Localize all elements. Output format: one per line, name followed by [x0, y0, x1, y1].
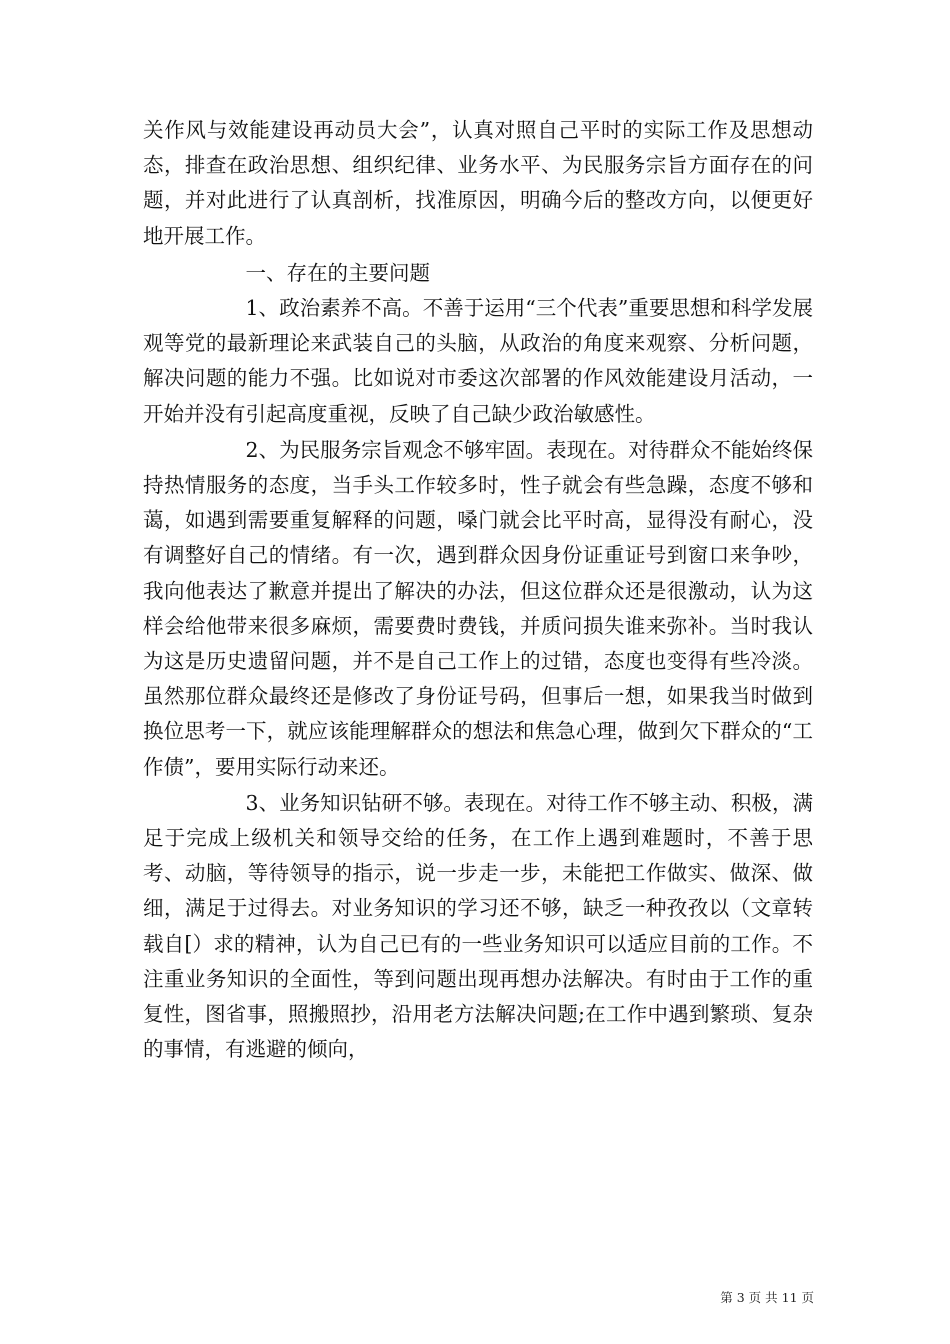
- paragraph-item-1: 1、政治素养不高。不善于运用“三个代表”重要思想和科学发展观等党的最新理论来武装自己的头脑，从政治的角度来观察、分析问题，解决问题的能力不强。比如说对市委这次部署的作风效能建设月活动，一开始并没有引起高度重视，反映了自己缺少政治敏感性。: [143, 296, 813, 426]
- section-heading: 一、存在的主要问题: [245, 260, 430, 285]
- paragraph-item-3: 3、业务知识钻研不够。表现在。对待工作不够主动、积极，满足于完成上级机关和领导交给的任务，在工作上遇到难题时，不善于思考、动脑，等待领导的指示，说一步走一步，未能把工作做实、做深、做细，满足于过得去。对业务知识的学习还不够，缺乏一种孜孜以（文章转载自[）求的精神，认为自己已有的一些业务知识可以适应目前的工作。不注重业务知识的全面性，等到问题出现再想办法解决。有时由于工作的重复性，图省事，照搬照抄，沿用老方法解决问题;在工作中遇到繁琐、复杂的事情，有逃避的倾向，: [143, 790, 813, 1062]
- document-body: [143, 113, 813, 1067]
- paragraph-item-2: 2、为民服务宗旨观念不够牢固。表现在。对待群众不能始终保持热情服务的态度，当手头工作较多时，性子就会有些急躁，态度不够和蔼，如遇到需要重复解释的问题，嗓门就会比平时高，显得没有耐心，没有调整好自己的情绪。有一次，遇到群众因身份证重证号到窗口来争吵，我向他表达了歉意并提出了解决的办法，但这位群众还是很激动，认为这样会给他带来很多麻烦，需要费时费钱，并质问损失谁来弥补。当时我认为这是历史遗留问题，并不是自己工作上的过错，态度也变得有些冷淡。虽然那位群众最终还是修改了身份证号码，但事后一想，如果我当时做到换位思考一下，就应该能理解群众的想法和焦急心理，做到欠下群众的“工作债”，要用实际行动来还。: [143, 437, 813, 779]
- paragraph-intro: 关作风与效能建设再动员大会”，认真对照自己平时的实际工作及思想动态，排查在政治思想、组织纪律、业务水平、为民服务宗旨方面存在的问题，并对此进行了认真剖析，找准原因，明确今后的整改方向，以便更好地开展工作。: [143, 118, 813, 248]
- page-number-footer: 第 3 页 共 11 页: [720, 1290, 814, 1305]
